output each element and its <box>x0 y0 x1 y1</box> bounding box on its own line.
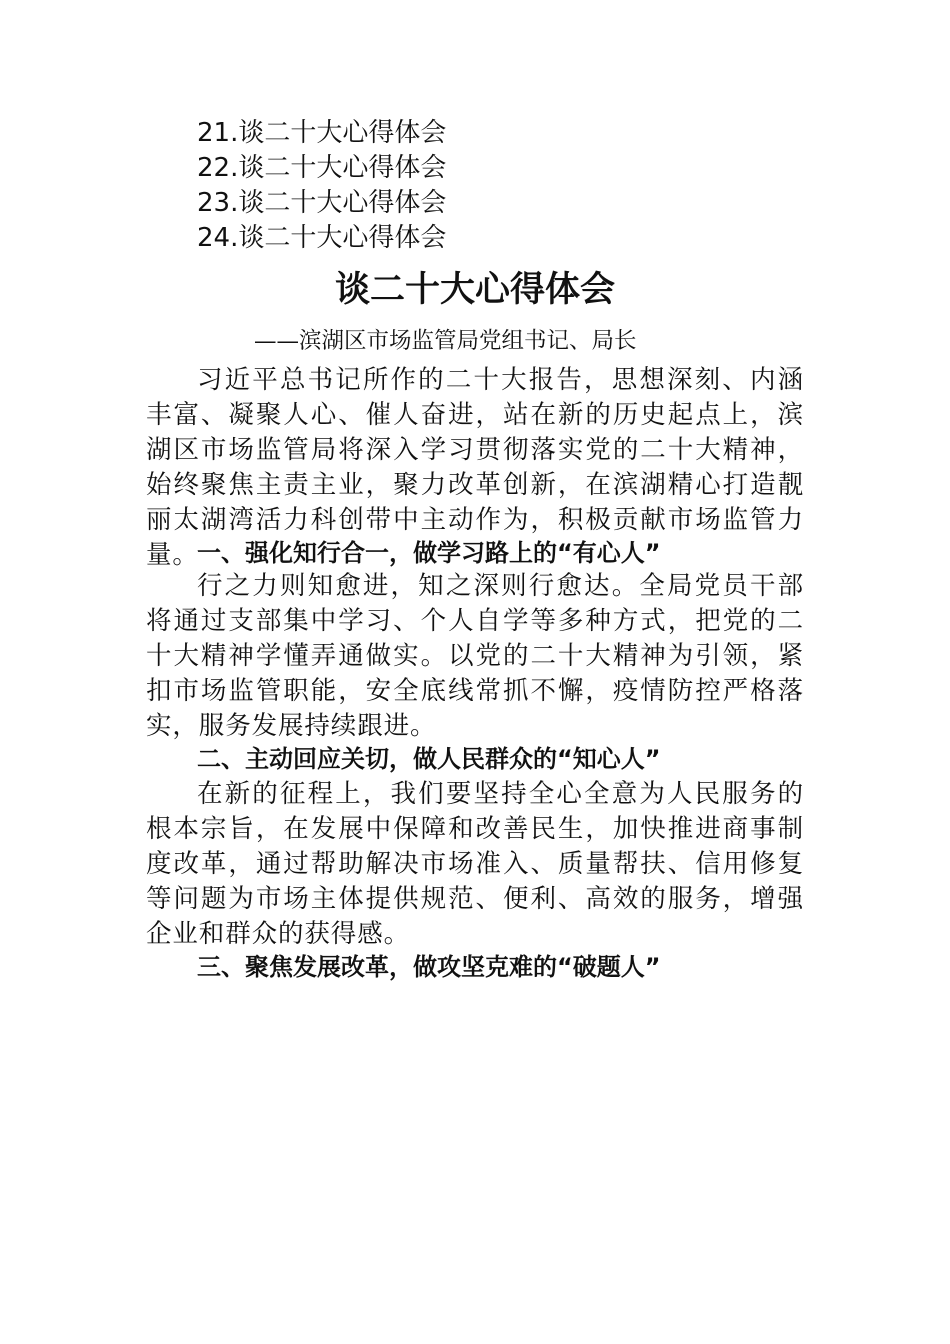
section-heading-3: 三、聚焦发展改革，做攻坚克难的“破题人” <box>197 953 661 981</box>
section-heading-2: 二、主动回应关切，做人民群众的“知心人” <box>197 745 661 773</box>
toc-item: 22.谈二十大心得体会 <box>197 153 447 183</box>
article-subtitle: ——滨湖区市场监管局党组书记、局长 <box>254 328 637 354</box>
toc-item: 21.谈二十大心得体会 <box>197 118 447 148</box>
section-heading-1: 一、强化知行合一，做学习路上的“有心人” <box>197 539 661 567</box>
toc-item: 23.谈二十大心得体会 <box>197 188 447 218</box>
intro-paragraph: 习近平总书记所作的二十大报告，思想深刻、内涵丰富、凝聚人心、催人奋进，站在新的历史起点上，滨湖区市场监管局将深入学习贯彻落实党的二十大精神，始终聚焦主责主业，聚力改革创新，在滨湖精心打造靓丽太湖湾活力科创带中主动作为，积极贡献市场监管力量。 <box>146 365 804 570</box>
article-title: 谈二十大心得体会 <box>334 269 615 310</box>
section-paragraph-1: 行之力则知愈进，知之深则行愈达。全局党员干部将通过支部集中学习、个人自学等多种方式，把党的二十大精神学懂弄通做实。以党的二十大精神为引领，紧扣市场监管职能，安全底线常抓不懈，疫情防控严格落实，服务发展持续跟进。 <box>146 571 804 741</box>
section-paragraph-2: 在新的征程上，我们要坚持全心全意为人民服务的根本宗旨，在发展中保障和改善民生，加快推进商事制度改革，通过帮助解决市场准入、质量帮扶、信用修复等问题为市场主体提供规范、便利、高效的服务，增强企业和群众的获得感。 <box>146 779 804 949</box>
toc-item: 24.谈二十大心得体会 <box>197 223 447 253</box>
toc-list <box>197 116 446 256</box>
